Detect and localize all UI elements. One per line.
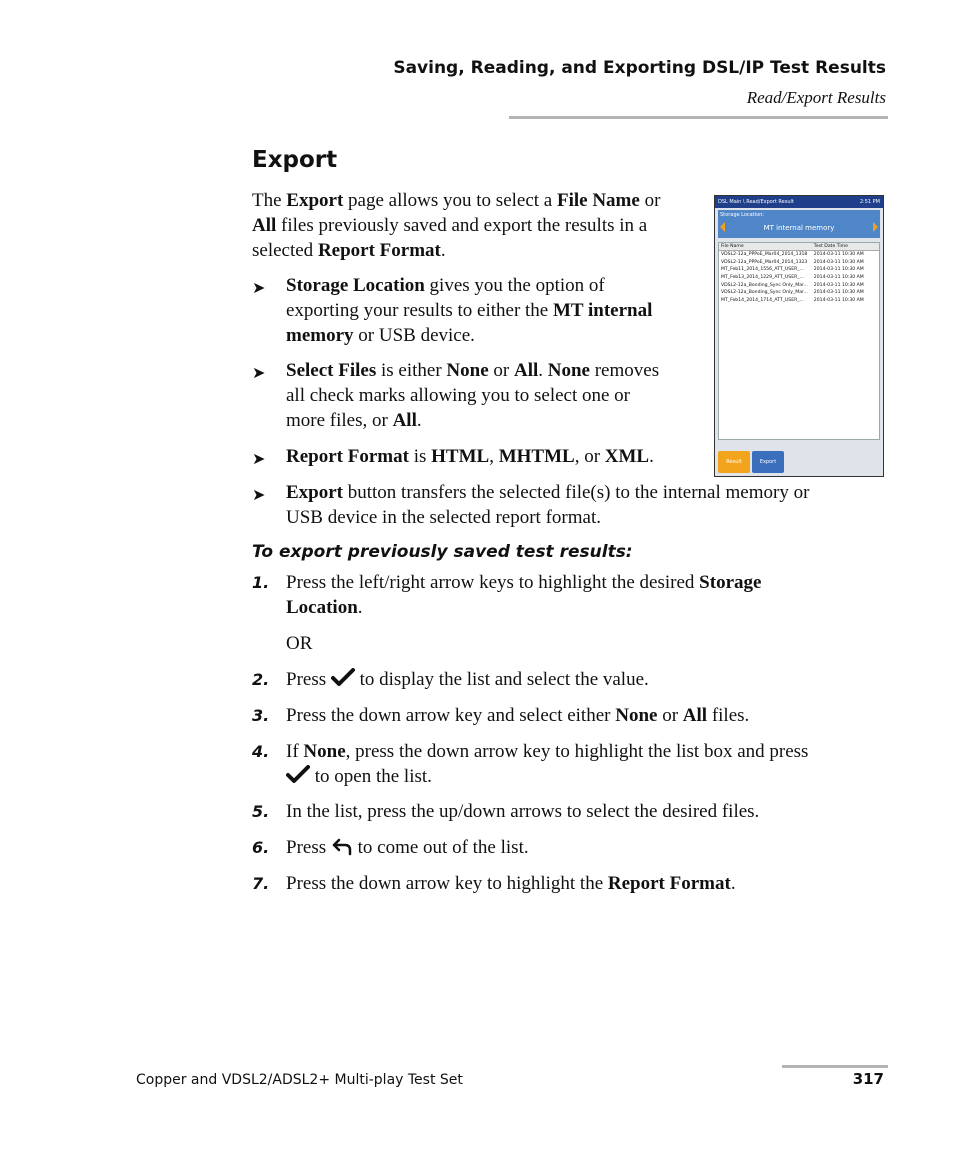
storage-location-label: Storage Location: (720, 212, 764, 218)
step-number: 7. (252, 874, 270, 893)
step-number: 1. (252, 573, 270, 592)
checkmark-icon (286, 765, 310, 785)
running-header-title: Saving, Reading, and Exporting DSL/IP Test Results (393, 58, 886, 78)
step-3-text: Press the down arrow key and select either None or All files. (286, 705, 750, 726)
page-number: 317 (852, 1070, 884, 1088)
bullet-select-files: Select Files is either None or All. None removes all check marks allowing you to select one or more files, or All. (286, 360, 660, 431)
intro-paragraph: The Export page allows you to select a File Name or All files previously saved and export the results in a selected Report Format. (252, 190, 661, 261)
bullet-export-button: Export button transfers the selected file(s) to the internal memory or USB device in the selected report format. (286, 482, 810, 528)
table-row[interactable] (719, 281, 879, 289)
step-number: 2. (252, 670, 270, 689)
date-cell: 2014-03-11 10:30 AM (813, 290, 864, 296)
bullet-storage-location: Storage Location gives you the option of exporting your results to either the MT internal memory or USB device. (286, 275, 653, 346)
table-row[interactable] (719, 297, 879, 305)
date-cell: 2014-03-11 10:30 AM (813, 275, 864, 281)
file-name-cell: MT_Feb11_2014_1556_ATT_USER_... (721, 267, 804, 273)
step-4-text: If None, press the down arrow key to highlight the list box and press to open the list. (286, 741, 809, 787)
step-number: 6. (252, 838, 270, 857)
export-screen-screenshot (714, 195, 884, 477)
table-row[interactable] (719, 251, 879, 259)
step-7-text: Press the down arrow key to highlight the Report Format. (286, 873, 736, 894)
column-header-file-name: File Name (719, 243, 812, 251)
date-cell: 2014-03-11 10:30 AM (813, 282, 864, 288)
result-button[interactable]: Result (718, 451, 750, 473)
date-cell: 2014-03-11 10:30 AM (813, 259, 864, 265)
file-list-box[interactable] (718, 242, 880, 440)
step-6-text: Press to come out of the list. (286, 837, 529, 858)
step-number: 3. (252, 706, 270, 725)
date-cell: 2014-03-11 10:30 AM (813, 267, 864, 273)
right-arrow-icon[interactable] (873, 222, 878, 232)
screenshot-breadcrumb: DSL Main \ Read/Export Result (718, 199, 794, 205)
header-rule (509, 116, 888, 119)
step-1-or: OR (286, 633, 313, 654)
step-5-text: In the list, press the up/down arrows to select the desired files. (286, 801, 760, 822)
footer-product-name: Copper and VDSL2/ADSL2+ Multi-play Test Set (136, 1072, 463, 1088)
section-title: Export (252, 147, 338, 173)
arrowhead-bullet-icon: ➤ (252, 449, 266, 468)
footer-rule (782, 1065, 888, 1068)
storage-location-selector[interactable] (718, 210, 880, 238)
step-2-text: Press to display the list and select the value. (286, 669, 649, 690)
arrowhead-bullet-icon: ➤ (252, 485, 266, 504)
procedure-heading: To export previously saved test results: (252, 542, 633, 562)
back-arrow-icon (331, 836, 353, 856)
storage-location-value: MT internal memory (763, 224, 835, 232)
file-name-cell: MT_Feb14_2014_1714_ATT_USER_... (721, 297, 804, 303)
file-name-cell: VDSL2-12a_PPPoE_Mar04_2014_1318 (721, 252, 808, 258)
step-1-text: Press the left/right arrow keys to highlight the desired Storage Location. (286, 572, 762, 618)
file-name-cell: VDSL2-12a_PPPoE_Mar04_2014_1323 (721, 259, 808, 265)
file-name-cell: MT_Feb13_2014_1229_ATT_USER_... (721, 275, 804, 281)
step-number: 5. (252, 802, 270, 821)
export-button[interactable]: Export (752, 451, 784, 473)
file-name-cell: VDSL2-12a_Bonding_Sync Only_Mar... (721, 290, 808, 296)
table-row[interactable] (719, 289, 879, 297)
date-cell: 2014-03-11 10:30 AM (813, 252, 864, 258)
screenshot-clock: 2:51 PM (859, 199, 880, 205)
step-number: 4. (252, 742, 270, 761)
bullet-report-format: Report Format is HTML, MHTML, or XML. (286, 446, 654, 467)
file-name-cell: VDSL2-12a_Bonding_Sync Only_Mar... (721, 282, 808, 288)
arrowhead-bullet-icon: ➤ (252, 278, 266, 297)
table-row[interactable] (719, 274, 879, 282)
date-cell: 2014-03-11 10:30 AM (813, 297, 864, 303)
table-row[interactable] (719, 266, 879, 274)
screenshot-title-bar (715, 196, 883, 208)
table-row[interactable] (719, 259, 879, 267)
checkmark-icon (331, 668, 355, 688)
running-header-subtitle: Read/Export Results (746, 88, 886, 107)
arrowhead-bullet-icon: ➤ (252, 363, 266, 382)
column-header-test-date-time: Test Date Time (812, 243, 879, 251)
